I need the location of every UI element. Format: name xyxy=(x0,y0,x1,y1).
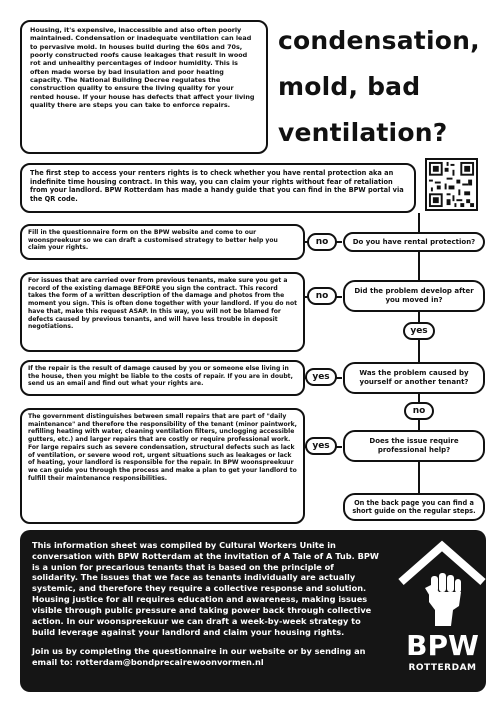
first-step-box xyxy=(20,163,416,213)
question-3: Was the problem caused by yourself or another tenant? xyxy=(343,362,485,394)
advice-box-3 xyxy=(20,360,305,396)
footer-paragraph-1: This information sheet was compiled by Cultural Workers Unite in conversation with BPW Rotterdam at the invitation of A Tale of A Tub. BPW is a union for precarious tenants that is based on the principle of solidarity. The issues that we face as tenants individually are actually systemic, and therefore they require a collective response and solution. Housing justice for all requires education and awareness, making issues visible through public pressure and taking power back through collective action. In our woonspreekuur we can draft a week-by-week strategy to build leverage against your landlord and claim your housing rights. xyxy=(32,540,379,637)
intro-text: Housing, it's expensive, inaccessible and also often poorly maintained. Condensation or inadequate ventilation can lead to pervasive mold. In houses build during the 60s and 70s, poorly constructed roofs cause leakages that result in wood rot and unhealthy percentages of indoor humidity. This is often made worse by bad insulation and poor heating capacity. The National Building Decree regulates the construction quality to ensure the living quality for your rented house. If your house has defects that affect your living quality there are steps you can take to enforce repairs. xyxy=(30,26,255,109)
answer-yes-2: yes xyxy=(403,322,435,340)
question-4: Does the issue require professional help? xyxy=(343,430,485,462)
back-page-note: On the back page you can find a short guide on the regular steps. xyxy=(343,493,485,521)
intro-text-box xyxy=(20,20,268,154)
advice-box-4 xyxy=(20,408,305,524)
bpw-logo xyxy=(395,540,490,680)
qr-code-icon[interactable] xyxy=(425,158,478,211)
advice-box-1 xyxy=(20,224,305,260)
advice-box-2 xyxy=(20,272,305,352)
question-2: Did the problem develop after you moved in? xyxy=(343,280,485,312)
page-title-line-1: condensation, xyxy=(278,26,480,55)
logo-city: ROTTERDAM xyxy=(408,663,477,673)
logo-name: BPW xyxy=(406,629,479,662)
first-step-text: The first step to access your renters rights is to check whether you have rental protection aka an indefinite time housing contract. In this way, you can claim your rights without fear of retaliation from your landlord. BPW Rotterdam has made a handy guide that you can find in the BPW portal via the QR code. xyxy=(30,169,404,204)
advice-text-1: Fill in the questionnaire form on the BPW website and come to our woonspreekuur so we can draft a customised strategy to better help you claim your rights. xyxy=(28,229,278,252)
raised-fist-house-icon xyxy=(395,540,490,628)
answer-no-3: no xyxy=(404,402,434,420)
answer-no-2: no xyxy=(307,287,337,305)
advice-text-2: For issues that are carried over from previous tenants, make sure you get a record of the existing damage BEFORE you sign the contract. This record takes the form of a written description of the damage and photos from the moment you sign. This is often done together with your landlord. If you do not have that, make this request ASAP. In this way, you will not be blamed for defects caused by previous tenants, and will have less trouble in deposit negotiations. xyxy=(28,277,297,331)
question-1: Do you have rental protection? xyxy=(343,232,485,252)
footer-paragraph-2: Join us by completing the questionnaire in our website or by sending an email to: rotterdam@bondprecairewoonvormen.nl xyxy=(32,646,366,668)
page-title-line-2: mold, bad xyxy=(278,72,421,101)
answer-no-1: no xyxy=(307,233,337,251)
page-title-line-3: ventilation? xyxy=(278,118,448,147)
advice-text-4: The government distinguishes between small repairs that are part of "daily maintenance" and therefore the responsibility of the tenant (minor paintwork, refilling heating with water, cleaning ventilation filters, unclogging accessible gutters, etc.) and larger repairs that are costly or require professional work. For large repairs such as severe condensation, structural defects such as lack of ventilation, or severe wood rot, urgent situations such as leakages or lack of heating, your landlord is responsible for the repair. In BPW woonspreekuur we can guide you through the process and make a plan to get your landlord to fulfill their maintenance responsibilities. xyxy=(28,413,297,482)
advice-text-3: If the repair is the result of damage caused by you or someone else living in the house, then you might be liable to the costs of repair. If you are in doubt, send us an email and find out what your rights are. xyxy=(28,365,293,388)
answer-yes-3: yes xyxy=(305,368,337,386)
answer-yes-4: yes xyxy=(305,437,337,455)
